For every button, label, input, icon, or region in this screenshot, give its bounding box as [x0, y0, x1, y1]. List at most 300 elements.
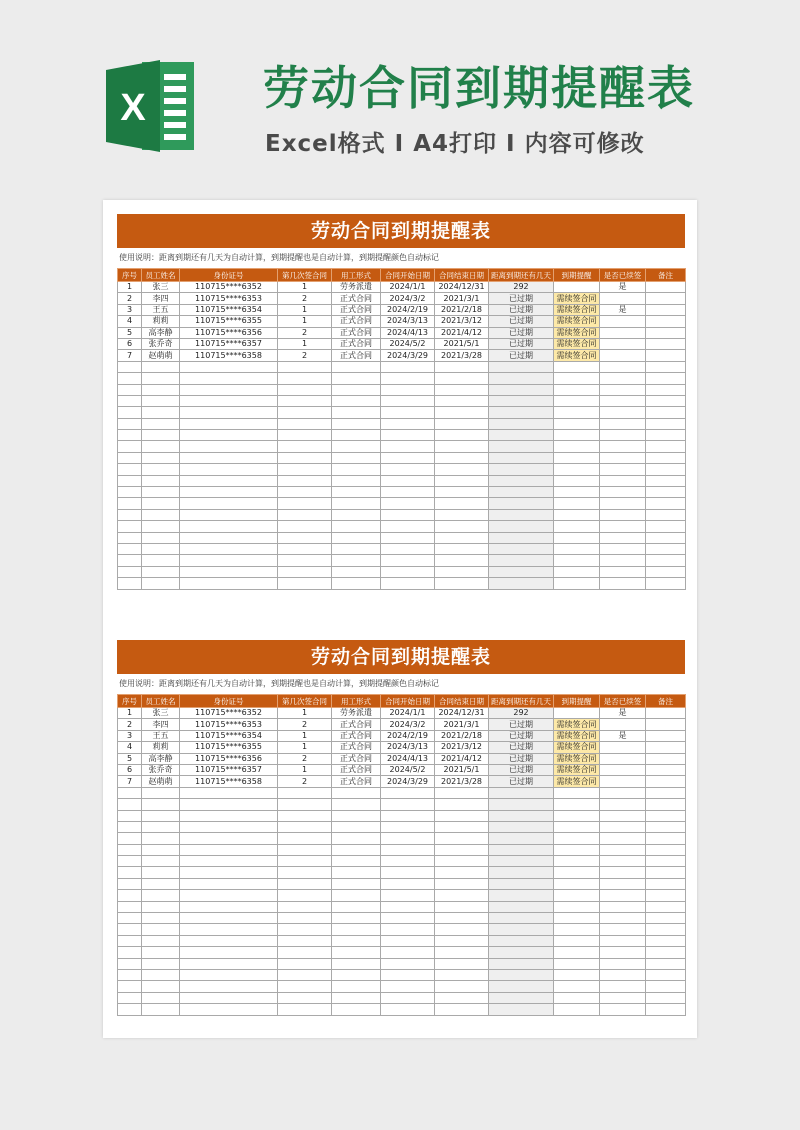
empty-cell[interactable]	[646, 799, 686, 810]
empty-cell[interactable]	[118, 555, 142, 566]
empty-cell[interactable]	[489, 844, 554, 855]
empty-cell[interactable]	[554, 821, 600, 832]
empty-cell[interactable]	[435, 578, 489, 589]
empty-cell[interactable]	[600, 958, 646, 969]
empty-cell[interactable]	[118, 464, 142, 475]
empty-cell[interactable]	[180, 992, 278, 1003]
empty-cell[interactable]	[180, 475, 278, 486]
table-cell[interactable]: 110715****6355	[180, 316, 278, 327]
empty-cell[interactable]	[600, 543, 646, 554]
empty-cell[interactable]	[118, 981, 142, 992]
table-cell[interactable]: 2024/5/2	[381, 338, 435, 349]
empty-cell[interactable]	[554, 1004, 600, 1015]
empty-cell[interactable]	[142, 810, 180, 821]
empty-cell[interactable]	[118, 856, 142, 867]
table-cell[interactable]: 王五	[142, 730, 180, 741]
table-cell[interactable]: 张三	[142, 708, 180, 719]
table-cell[interactable]: 已过期	[489, 338, 554, 349]
table-cell[interactable]: 1	[118, 282, 142, 293]
table-cell[interactable]: 110715****6356	[180, 753, 278, 764]
empty-cell[interactable]	[142, 384, 180, 395]
empty-cell[interactable]	[600, 890, 646, 901]
table-cell[interactable]: 正式合同	[332, 730, 381, 741]
empty-cell[interactable]	[180, 799, 278, 810]
empty-cell[interactable]	[118, 958, 142, 969]
table-cell[interactable]: 已过期	[489, 753, 554, 764]
table-cell[interactable]: 6	[118, 764, 142, 775]
table-cell[interactable]: 1	[278, 742, 332, 753]
empty-cell[interactable]	[489, 890, 554, 901]
empty-cell[interactable]	[489, 935, 554, 946]
empty-cell[interactable]	[180, 1004, 278, 1015]
table-cell[interactable]	[646, 753, 686, 764]
empty-cell[interactable]	[381, 384, 435, 395]
empty-cell[interactable]	[278, 958, 332, 969]
empty-cell[interactable]	[332, 1004, 381, 1015]
empty-cell[interactable]	[180, 452, 278, 463]
empty-cell[interactable]	[489, 418, 554, 429]
empty-cell[interactable]	[489, 856, 554, 867]
table-cell[interactable]	[600, 316, 646, 327]
empty-cell[interactable]	[554, 901, 600, 912]
empty-cell[interactable]	[554, 833, 600, 844]
empty-cell[interactable]	[600, 935, 646, 946]
empty-cell[interactable]	[435, 821, 489, 832]
empty-cell[interactable]	[489, 464, 554, 475]
empty-cell[interactable]	[381, 441, 435, 452]
empty-cell[interactable]	[435, 958, 489, 969]
empty-cell[interactable]	[142, 799, 180, 810]
empty-cell[interactable]	[600, 833, 646, 844]
empty-cell[interactable]	[435, 532, 489, 543]
empty-cell[interactable]	[142, 844, 180, 855]
empty-cell[interactable]	[118, 969, 142, 980]
empty-cell[interactable]	[142, 532, 180, 543]
empty-cell[interactable]	[142, 856, 180, 867]
empty-cell[interactable]	[332, 384, 381, 395]
empty-cell[interactable]	[278, 844, 332, 855]
table-cell[interactable]: 5	[118, 753, 142, 764]
empty-cell[interactable]	[646, 430, 686, 441]
empty-cell[interactable]	[554, 373, 600, 384]
empty-cell[interactable]	[381, 521, 435, 532]
table-cell[interactable]: 正式合同	[332, 316, 381, 327]
empty-cell[interactable]	[646, 521, 686, 532]
empty-cell[interactable]	[600, 555, 646, 566]
empty-cell[interactable]	[278, 890, 332, 901]
table-cell[interactable]	[646, 304, 686, 315]
table-cell[interactable]: 292	[489, 282, 554, 293]
empty-cell[interactable]	[142, 373, 180, 384]
empty-cell[interactable]	[180, 878, 278, 889]
empty-cell[interactable]	[381, 555, 435, 566]
table-cell[interactable]	[600, 719, 646, 730]
empty-cell[interactable]	[180, 844, 278, 855]
empty-cell[interactable]	[278, 464, 332, 475]
empty-cell[interactable]	[554, 890, 600, 901]
table-cell[interactable]: 需续签合同	[554, 350, 600, 361]
table-cell[interactable]: 赵萌萌	[142, 350, 180, 361]
empty-cell[interactable]	[489, 452, 554, 463]
empty-cell[interactable]	[600, 913, 646, 924]
table-cell[interactable]: 已过期	[489, 316, 554, 327]
empty-cell[interactable]	[332, 992, 381, 1003]
empty-cell[interactable]	[381, 924, 435, 935]
empty-cell[interactable]	[332, 452, 381, 463]
empty-cell[interactable]	[278, 810, 332, 821]
empty-cell[interactable]	[435, 521, 489, 532]
empty-cell[interactable]	[180, 407, 278, 418]
empty-cell[interactable]	[646, 543, 686, 554]
empty-cell[interactable]	[278, 924, 332, 935]
empty-cell[interactable]	[180, 509, 278, 520]
empty-cell[interactable]	[600, 787, 646, 798]
empty-cell[interactable]	[435, 787, 489, 798]
table-cell[interactable]: 2024/5/2	[381, 764, 435, 775]
empty-cell[interactable]	[489, 532, 554, 543]
empty-cell[interactable]	[489, 981, 554, 992]
empty-cell[interactable]	[278, 913, 332, 924]
empty-cell[interactable]	[118, 509, 142, 520]
empty-cell[interactable]	[489, 543, 554, 554]
empty-cell[interactable]	[332, 867, 381, 878]
empty-cell[interactable]	[600, 487, 646, 498]
empty-cell[interactable]	[180, 890, 278, 901]
empty-cell[interactable]	[646, 924, 686, 935]
empty-cell[interactable]	[489, 1004, 554, 1015]
empty-cell[interactable]	[554, 969, 600, 980]
empty-cell[interactable]	[489, 509, 554, 520]
empty-cell[interactable]	[118, 384, 142, 395]
empty-cell[interactable]	[118, 901, 142, 912]
empty-cell[interactable]	[278, 969, 332, 980]
empty-cell[interactable]	[489, 833, 554, 844]
empty-cell[interactable]	[381, 452, 435, 463]
empty-cell[interactable]	[180, 361, 278, 372]
empty-cell[interactable]	[118, 373, 142, 384]
empty-cell[interactable]	[489, 384, 554, 395]
empty-cell[interactable]	[278, 555, 332, 566]
empty-cell[interactable]	[118, 566, 142, 577]
empty-cell[interactable]	[600, 464, 646, 475]
table-cell[interactable]: 需续签合同	[554, 327, 600, 338]
empty-cell[interactable]	[489, 430, 554, 441]
empty-cell[interactable]	[332, 441, 381, 452]
table-cell[interactable]: 5	[118, 327, 142, 338]
empty-cell[interactable]	[332, 947, 381, 958]
empty-cell[interactable]	[278, 430, 332, 441]
empty-cell[interactable]	[489, 475, 554, 486]
empty-cell[interactable]	[435, 543, 489, 554]
empty-cell[interactable]	[180, 555, 278, 566]
empty-cell[interactable]	[600, 430, 646, 441]
empty-cell[interactable]	[278, 1004, 332, 1015]
empty-cell[interactable]	[118, 844, 142, 855]
empty-cell[interactable]	[142, 890, 180, 901]
empty-cell[interactable]	[332, 464, 381, 475]
empty-cell[interactable]	[118, 1004, 142, 1015]
table-cell[interactable]: 1	[278, 730, 332, 741]
empty-cell[interactable]	[332, 509, 381, 520]
empty-cell[interactable]	[554, 958, 600, 969]
empty-cell[interactable]	[332, 844, 381, 855]
table-cell[interactable]	[600, 327, 646, 338]
empty-cell[interactable]	[142, 833, 180, 844]
empty-cell[interactable]	[600, 475, 646, 486]
empty-cell[interactable]	[142, 498, 180, 509]
empty-cell[interactable]	[118, 521, 142, 532]
empty-cell[interactable]	[142, 475, 180, 486]
empty-cell[interactable]	[278, 395, 332, 406]
empty-cell[interactable]	[142, 509, 180, 520]
empty-cell[interactable]	[435, 509, 489, 520]
table-cell[interactable]: 2021/3/12	[435, 742, 489, 753]
table-cell[interactable]: 2	[278, 776, 332, 787]
empty-cell[interactable]	[142, 521, 180, 532]
empty-cell[interactable]	[600, 532, 646, 543]
empty-cell[interactable]	[554, 487, 600, 498]
empty-cell[interactable]	[554, 867, 600, 878]
empty-cell[interactable]	[180, 787, 278, 798]
empty-cell[interactable]	[489, 441, 554, 452]
empty-cell[interactable]	[332, 532, 381, 543]
table-cell[interactable]: 需续签合同	[554, 293, 600, 304]
empty-cell[interactable]	[142, 981, 180, 992]
empty-cell[interactable]	[332, 833, 381, 844]
empty-cell[interactable]	[646, 969, 686, 980]
table-cell[interactable]: 已过期	[489, 730, 554, 741]
table-cell[interactable]	[646, 719, 686, 730]
empty-cell[interactable]	[435, 856, 489, 867]
empty-cell[interactable]	[180, 395, 278, 406]
empty-cell[interactable]	[435, 384, 489, 395]
empty-cell[interactable]	[489, 810, 554, 821]
empty-cell[interactable]	[332, 924, 381, 935]
empty-cell[interactable]	[142, 555, 180, 566]
empty-cell[interactable]	[489, 498, 554, 509]
empty-cell[interactable]	[435, 992, 489, 1003]
empty-cell[interactable]	[381, 810, 435, 821]
table-cell[interactable]: 已过期	[489, 776, 554, 787]
empty-cell[interactable]	[646, 487, 686, 498]
empty-cell[interactable]	[142, 992, 180, 1003]
empty-cell[interactable]	[142, 395, 180, 406]
empty-cell[interactable]	[435, 810, 489, 821]
table-cell[interactable]: 2021/4/12	[435, 753, 489, 764]
empty-cell[interactable]	[332, 935, 381, 946]
empty-cell[interactable]	[142, 878, 180, 889]
empty-cell[interactable]	[600, 361, 646, 372]
table-cell[interactable]	[646, 350, 686, 361]
empty-cell[interactable]	[435, 833, 489, 844]
table-cell[interactable]: 是	[600, 708, 646, 719]
empty-cell[interactable]	[554, 418, 600, 429]
empty-cell[interactable]	[278, 935, 332, 946]
table-cell[interactable]: 1	[278, 338, 332, 349]
empty-cell[interactable]	[554, 935, 600, 946]
empty-cell[interactable]	[332, 810, 381, 821]
table-cell[interactable]	[646, 293, 686, 304]
table-cell[interactable]: 需续签合同	[554, 753, 600, 764]
empty-cell[interactable]	[489, 361, 554, 372]
empty-cell[interactable]	[278, 441, 332, 452]
empty-cell[interactable]	[554, 924, 600, 935]
empty-cell[interactable]	[381, 373, 435, 384]
empty-cell[interactable]	[180, 487, 278, 498]
table-cell[interactable]: 2	[278, 719, 332, 730]
table-cell[interactable]	[646, 776, 686, 787]
table-cell[interactable]: 2	[118, 719, 142, 730]
empty-cell[interactable]	[381, 969, 435, 980]
empty-cell[interactable]	[142, 407, 180, 418]
empty-cell[interactable]	[435, 395, 489, 406]
table-cell[interactable]: 2024/3/29	[381, 776, 435, 787]
empty-cell[interactable]	[381, 890, 435, 901]
empty-cell[interactable]	[554, 498, 600, 509]
table-cell[interactable]: 李四	[142, 293, 180, 304]
empty-cell[interactable]	[600, 395, 646, 406]
empty-cell[interactable]	[554, 521, 600, 532]
empty-cell[interactable]	[180, 981, 278, 992]
empty-cell[interactable]	[554, 509, 600, 520]
empty-cell[interactable]	[646, 867, 686, 878]
empty-cell[interactable]	[142, 935, 180, 946]
empty-cell[interactable]	[554, 810, 600, 821]
table-cell[interactable]: 1	[278, 282, 332, 293]
empty-cell[interactable]	[180, 821, 278, 832]
table-cell[interactable]: 正式合同	[332, 304, 381, 315]
table-cell[interactable]: 2	[118, 293, 142, 304]
table-cell[interactable]: 需续签合同	[554, 719, 600, 730]
empty-cell[interactable]	[381, 821, 435, 832]
table-cell[interactable]: 已过期	[489, 304, 554, 315]
empty-cell[interactable]	[600, 578, 646, 589]
table-cell[interactable]: 正式合同	[332, 327, 381, 338]
empty-cell[interactable]	[554, 913, 600, 924]
table-cell[interactable]: 是	[600, 282, 646, 293]
empty-cell[interactable]	[142, 867, 180, 878]
empty-cell[interactable]	[600, 856, 646, 867]
empty-cell[interactable]	[118, 821, 142, 832]
empty-cell[interactable]	[118, 878, 142, 889]
empty-cell[interactable]	[278, 373, 332, 384]
empty-cell[interactable]	[489, 395, 554, 406]
table-cell[interactable]: 2	[278, 327, 332, 338]
empty-cell[interactable]	[646, 532, 686, 543]
table-cell[interactable]: 需续签合同	[554, 304, 600, 315]
table-cell[interactable]: 2024/3/13	[381, 316, 435, 327]
table-cell[interactable]: 已过期	[489, 719, 554, 730]
empty-cell[interactable]	[332, 430, 381, 441]
empty-cell[interactable]	[646, 498, 686, 509]
empty-cell[interactable]	[646, 992, 686, 1003]
table-cell[interactable]: 2021/4/12	[435, 327, 489, 338]
empty-cell[interactable]	[278, 566, 332, 577]
empty-cell[interactable]	[646, 578, 686, 589]
empty-cell[interactable]	[142, 821, 180, 832]
empty-cell[interactable]	[118, 452, 142, 463]
empty-cell[interactable]	[489, 867, 554, 878]
table-cell[interactable]: 110715****6356	[180, 327, 278, 338]
table-cell[interactable]	[646, 742, 686, 753]
empty-cell[interactable]	[180, 384, 278, 395]
empty-cell[interactable]	[142, 913, 180, 924]
empty-cell[interactable]	[489, 924, 554, 935]
table-cell[interactable]	[600, 753, 646, 764]
empty-cell[interactable]	[118, 867, 142, 878]
empty-cell[interactable]	[180, 566, 278, 577]
empty-cell[interactable]	[600, 407, 646, 418]
table-cell[interactable]: 2024/3/2	[381, 719, 435, 730]
empty-cell[interactable]	[180, 464, 278, 475]
table-cell[interactable]: 2024/2/19	[381, 730, 435, 741]
empty-cell[interactable]	[489, 799, 554, 810]
empty-cell[interactable]	[381, 475, 435, 486]
empty-cell[interactable]	[646, 373, 686, 384]
empty-cell[interactable]	[646, 935, 686, 946]
empty-cell[interactable]	[381, 578, 435, 589]
empty-cell[interactable]	[435, 969, 489, 980]
empty-cell[interactable]	[180, 430, 278, 441]
empty-cell[interactable]	[646, 833, 686, 844]
empty-cell[interactable]	[278, 521, 332, 532]
table-cell[interactable]: 3	[118, 304, 142, 315]
empty-cell[interactable]	[646, 441, 686, 452]
empty-cell[interactable]	[435, 430, 489, 441]
table-cell[interactable]: 110715****6358	[180, 776, 278, 787]
empty-cell[interactable]	[278, 901, 332, 912]
empty-cell[interactable]	[489, 407, 554, 418]
empty-cell[interactable]	[435, 418, 489, 429]
empty-cell[interactable]	[180, 543, 278, 554]
empty-cell[interactable]	[646, 566, 686, 577]
empty-cell[interactable]	[278, 787, 332, 798]
empty-cell[interactable]	[180, 418, 278, 429]
empty-cell[interactable]	[381, 487, 435, 498]
empty-cell[interactable]	[489, 521, 554, 532]
empty-cell[interactable]	[600, 566, 646, 577]
empty-cell[interactable]	[554, 430, 600, 441]
table-cell[interactable]	[554, 282, 600, 293]
empty-cell[interactable]	[332, 361, 381, 372]
empty-cell[interactable]	[435, 935, 489, 946]
empty-cell[interactable]	[600, 844, 646, 855]
empty-cell[interactable]	[381, 913, 435, 924]
empty-cell[interactable]	[646, 555, 686, 566]
empty-cell[interactable]	[435, 407, 489, 418]
table-cell[interactable]: 需续签合同	[554, 730, 600, 741]
table-cell[interactable]: 2021/2/18	[435, 304, 489, 315]
empty-cell[interactable]	[118, 395, 142, 406]
table-cell[interactable]: 110715****6358	[180, 350, 278, 361]
empty-cell[interactable]	[381, 418, 435, 429]
table-cell[interactable]: 110715****6355	[180, 742, 278, 753]
empty-cell[interactable]	[646, 901, 686, 912]
empty-cell[interactable]	[554, 452, 600, 463]
empty-cell[interactable]	[489, 487, 554, 498]
empty-cell[interactable]	[332, 913, 381, 924]
empty-cell[interactable]	[600, 799, 646, 810]
table-cell[interactable]: 张三	[142, 282, 180, 293]
empty-cell[interactable]	[489, 947, 554, 958]
table-cell[interactable]: 张乔奇	[142, 764, 180, 775]
empty-cell[interactable]	[600, 509, 646, 520]
table-cell[interactable]: 4	[118, 742, 142, 753]
empty-cell[interactable]	[381, 1004, 435, 1015]
empty-cell[interactable]	[554, 384, 600, 395]
table-cell[interactable]: 正式合同	[332, 764, 381, 775]
table-cell[interactable]: 2	[278, 293, 332, 304]
